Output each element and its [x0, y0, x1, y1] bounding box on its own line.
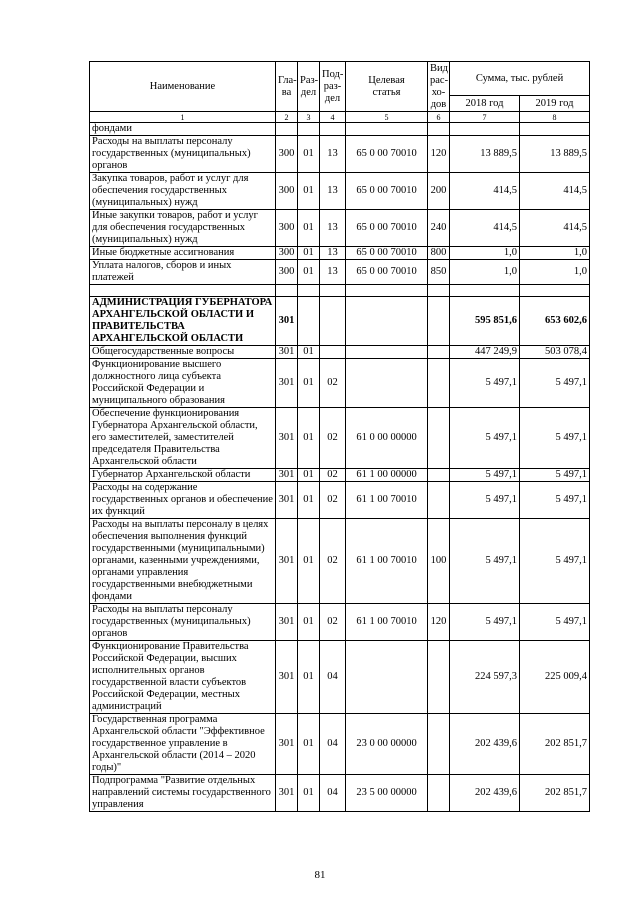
table-row — [90, 136, 590, 173]
cell-razdel: 01 — [298, 346, 320, 359]
table-row — [90, 359, 590, 408]
colnum-1: 1 — [90, 112, 276, 123]
page-number: 81 — [314, 869, 326, 881]
cell-vid — [428, 482, 450, 519]
cell-name: АДМИНИСТРАЦИЯ ГУБЕРНАТОРА АРХАНГЕЛЬСКОЙ ОБЛАСТИ И ПРАВИТЕЛЬСТВА АРХАНГЕЛЬСКОЙ ОБЛАСТИ — [90, 297, 276, 346]
cell-2019: 503 078,4 — [520, 346, 590, 359]
cell-name: Общегосударственные вопросы — [90, 346, 276, 359]
colnum-4: 4 — [320, 112, 346, 123]
cell-podrazdel: 04 — [320, 714, 346, 775]
cell-podrazdel: 02 — [320, 482, 346, 519]
cell-2019: 653 602,6 — [520, 297, 590, 346]
cell-2018: 1,0 — [450, 260, 520, 285]
cell-2018: 447 249,9 — [450, 346, 520, 359]
table-row — [90, 297, 590, 346]
cell-podrazdel: 04 — [320, 775, 346, 812]
cell-statya: 23 0 00 00000 — [346, 714, 428, 775]
cell-razdel: 01 — [298, 604, 320, 641]
cell-2018: 414,5 — [450, 173, 520, 210]
table-row — [90, 210, 590, 247]
colnum-2: 2 — [276, 112, 298, 123]
cell-name: Закупка товаров, работ и услуг для обеспечения государственных (муниципальных) нужд — [90, 173, 276, 210]
header-name: Наименование — [90, 62, 276, 112]
cell-name — [90, 285, 276, 297]
cell-vid — [428, 346, 450, 359]
cell-glava: 301 — [276, 482, 298, 519]
cell-statya: 61 1 00 70010 — [346, 604, 428, 641]
header-statya: Целевая статья — [346, 62, 428, 112]
cell-2019: 5 497,1 — [520, 408, 590, 469]
cell-glava: 301 — [276, 714, 298, 775]
cell-2018: 5 497,1 — [450, 359, 520, 408]
cell-podrazdel — [320, 346, 346, 359]
cell-razdel — [298, 123, 320, 136]
table-row — [90, 519, 590, 604]
cell-razdel: 01 — [298, 469, 320, 482]
cell-2018: 5 497,1 — [450, 604, 520, 641]
cell-2018: 5 497,1 — [450, 482, 520, 519]
cell-2018: 5 497,1 — [450, 408, 520, 469]
cell-glava — [276, 285, 298, 297]
budget-table — [89, 61, 590, 812]
column-numbers-row — [90, 112, 590, 123]
table-row — [90, 408, 590, 469]
cell-2018: 595 851,6 — [450, 297, 520, 346]
cell-2018 — [450, 123, 520, 136]
cell-glava: 301 — [276, 297, 298, 346]
table-row — [90, 641, 590, 714]
cell-name: Функционирование Правительства Российской Федерации, высших исполнительных органов государственной власти субъектов Российской Федерации, местных администраций — [90, 641, 276, 714]
cell-vid: 200 — [428, 173, 450, 210]
cell-glava: 300 — [276, 210, 298, 247]
cell-podrazdel — [320, 123, 346, 136]
cell-name: Государственная программа Архангельской области "Эффективное государственное управление в Архангельской области (2014 – 2020 годы)" — [90, 714, 276, 775]
colnum-8: 8 — [520, 112, 590, 123]
table-body — [90, 123, 590, 812]
cell-razdel: 01 — [298, 641, 320, 714]
cell-2018: 5 497,1 — [450, 519, 520, 604]
header-sum: Сумма, тыс. рублей — [450, 62, 590, 96]
table-row — [90, 346, 590, 359]
cell-podrazdel: 02 — [320, 469, 346, 482]
cell-2019: 1,0 — [520, 260, 590, 285]
colnum-3: 3 — [298, 112, 320, 123]
cell-razdel: 01 — [298, 359, 320, 408]
header-vid: Вид рас- хо- дов — [428, 62, 450, 112]
cell-2018: 224 597,3 — [450, 641, 520, 714]
cell-2019 — [520, 123, 590, 136]
table-row — [90, 285, 590, 297]
colnum-5: 5 — [346, 112, 428, 123]
cell-2018: 202 439,6 — [450, 775, 520, 812]
table-row — [90, 482, 590, 519]
cell-name: Обеспечение функционирования Губернатора Архангельской области, его заместителей, заместителей председателя Правительства Архангельской области — [90, 408, 276, 469]
cell-2018 — [450, 285, 520, 297]
table-row — [90, 604, 590, 641]
cell-vid: 100 — [428, 519, 450, 604]
cell-podrazdel: 02 — [320, 408, 346, 469]
table-row — [90, 247, 590, 260]
cell-name: Расходы на выплаты персоналу в целях обеспечения выполнения функций государственными (муниципальными) органами, казенными учреждениями, органами управления государственными внебюджетными фондами — [90, 519, 276, 604]
cell-2019: 414,5 — [520, 210, 590, 247]
cell-glava: 301 — [276, 469, 298, 482]
cell-statya: 65 0 00 70010 — [346, 173, 428, 210]
cell-vid — [428, 285, 450, 297]
cell-name: Иные бюджетные ассигнования — [90, 247, 276, 260]
header-2019: 2019 год — [520, 96, 590, 112]
cell-razdel: 01 — [298, 775, 320, 812]
cell-statya: 65 0 00 70010 — [346, 247, 428, 260]
cell-vid — [428, 714, 450, 775]
cell-vid: 850 — [428, 260, 450, 285]
cell-glava: 301 — [276, 359, 298, 408]
cell-vid — [428, 359, 450, 408]
cell-podrazdel: 13 — [320, 136, 346, 173]
header-razdel: Раз- дел — [298, 62, 320, 112]
cell-razdel: 01 — [298, 173, 320, 210]
cell-2019: 5 497,1 — [520, 482, 590, 519]
cell-vid — [428, 775, 450, 812]
cell-podrazdel: 13 — [320, 210, 346, 247]
cell-podrazdel: 13 — [320, 173, 346, 210]
header-glava: Гла- ва — [276, 62, 298, 112]
cell-vid: 800 — [428, 247, 450, 260]
cell-statya: 61 1 00 70010 — [346, 519, 428, 604]
cell-name: Иные закупки товаров, работ и услуг для обеспечения государственных (муниципальных) нужд — [90, 210, 276, 247]
cell-2018: 5 497,1 — [450, 469, 520, 482]
table-row — [90, 714, 590, 775]
table-row — [90, 173, 590, 210]
cell-statya — [346, 359, 428, 408]
cell-glava: 300 — [276, 136, 298, 173]
cell-name: Губернатор Архангельской области — [90, 469, 276, 482]
cell-statya: 23 5 00 00000 — [346, 775, 428, 812]
cell-podrazdel: 02 — [320, 604, 346, 641]
cell-razdel: 01 — [298, 260, 320, 285]
table-row — [90, 123, 590, 136]
cell-2019: 225 009,4 — [520, 641, 590, 714]
cell-podrazdel: 13 — [320, 247, 346, 260]
cell-2019: 5 497,1 — [520, 469, 590, 482]
cell-podrazdel — [320, 297, 346, 346]
cell-2019: 13 889,5 — [520, 136, 590, 173]
cell-2019: 5 497,1 — [520, 359, 590, 408]
cell-glava: 300 — [276, 173, 298, 210]
cell-2019: 5 497,1 — [520, 519, 590, 604]
cell-name: Уплата налогов, сборов и иных платежей — [90, 260, 276, 285]
cell-name: Подпрограмма "Развитие отдельных направлений системы государственного управления — [90, 775, 276, 812]
cell-2018: 13 889,5 — [450, 136, 520, 173]
table-row — [90, 775, 590, 812]
cell-glava: 301 — [276, 641, 298, 714]
cell-vid — [428, 297, 450, 346]
cell-podrazdel: 02 — [320, 519, 346, 604]
cell-glava: 301 — [276, 408, 298, 469]
cell-statya: 61 1 00 70010 — [346, 482, 428, 519]
colnum-7: 7 — [450, 112, 520, 123]
cell-glava: 300 — [276, 260, 298, 285]
cell-name: Расходы на выплаты персоналу государственных (муниципальных) органов — [90, 604, 276, 641]
cell-statya — [346, 285, 428, 297]
cell-2018: 202 439,6 — [450, 714, 520, 775]
cell-statya — [346, 346, 428, 359]
cell-podrazdel: 02 — [320, 359, 346, 408]
cell-statya — [346, 297, 428, 346]
cell-2019: 202 851,7 — [520, 775, 590, 812]
table-row — [90, 469, 590, 482]
header-2018: 2018 год — [450, 96, 520, 112]
cell-2019: 414,5 — [520, 173, 590, 210]
cell-name: фондами — [90, 123, 276, 136]
cell-razdel: 01 — [298, 482, 320, 519]
cell-2019 — [520, 285, 590, 297]
cell-name: Расходы на выплаты персоналу государственных (муниципальных) органов — [90, 136, 276, 173]
cell-vid: 120 — [428, 136, 450, 173]
cell-glava: 301 — [276, 775, 298, 812]
cell-vid: 240 — [428, 210, 450, 247]
cell-podrazdel: 04 — [320, 641, 346, 714]
cell-name: Функционирование высшего должностного лица субъекта Российской Федерации и муниципального образования — [90, 359, 276, 408]
cell-2018: 1,0 — [450, 247, 520, 260]
cell-razdel: 01 — [298, 136, 320, 173]
cell-glava: 301 — [276, 346, 298, 359]
table-row — [90, 260, 590, 285]
cell-razdel — [298, 297, 320, 346]
cell-glava: 300 — [276, 247, 298, 260]
cell-podrazdel: 13 — [320, 260, 346, 285]
header-podrazdel: Под- раз- дел — [320, 62, 346, 112]
cell-razdel: 01 — [298, 408, 320, 469]
cell-vid — [428, 469, 450, 482]
cell-vid: 120 — [428, 604, 450, 641]
colnum-6: 6 — [428, 112, 450, 123]
cell-statya: 65 0 00 70010 — [346, 260, 428, 285]
cell-podrazdel — [320, 285, 346, 297]
cell-razdel — [298, 285, 320, 297]
cell-name: Расходы на содержание государственных органов и обеспечение их функций — [90, 482, 276, 519]
cell-2018: 414,5 — [450, 210, 520, 247]
cell-statya: 61 0 00 00000 — [346, 408, 428, 469]
cell-2019: 202 851,7 — [520, 714, 590, 775]
cell-statya: 61 1 00 00000 — [346, 469, 428, 482]
cell-2019: 5 497,1 — [520, 604, 590, 641]
cell-razdel: 01 — [298, 519, 320, 604]
cell-glava: 301 — [276, 604, 298, 641]
cell-glava — [276, 123, 298, 136]
cell-vid — [428, 123, 450, 136]
cell-razdel: 01 — [298, 210, 320, 247]
cell-statya — [346, 641, 428, 714]
cell-glava: 301 — [276, 519, 298, 604]
cell-statya: 65 0 00 70010 — [346, 210, 428, 247]
cell-razdel: 01 — [298, 247, 320, 260]
cell-vid — [428, 641, 450, 714]
cell-statya: 65 0 00 70010 — [346, 136, 428, 173]
cell-razdel: 01 — [298, 714, 320, 775]
cell-statya — [346, 123, 428, 136]
cell-vid — [428, 408, 450, 469]
header-row — [90, 62, 590, 96]
cell-2019: 1,0 — [520, 247, 590, 260]
